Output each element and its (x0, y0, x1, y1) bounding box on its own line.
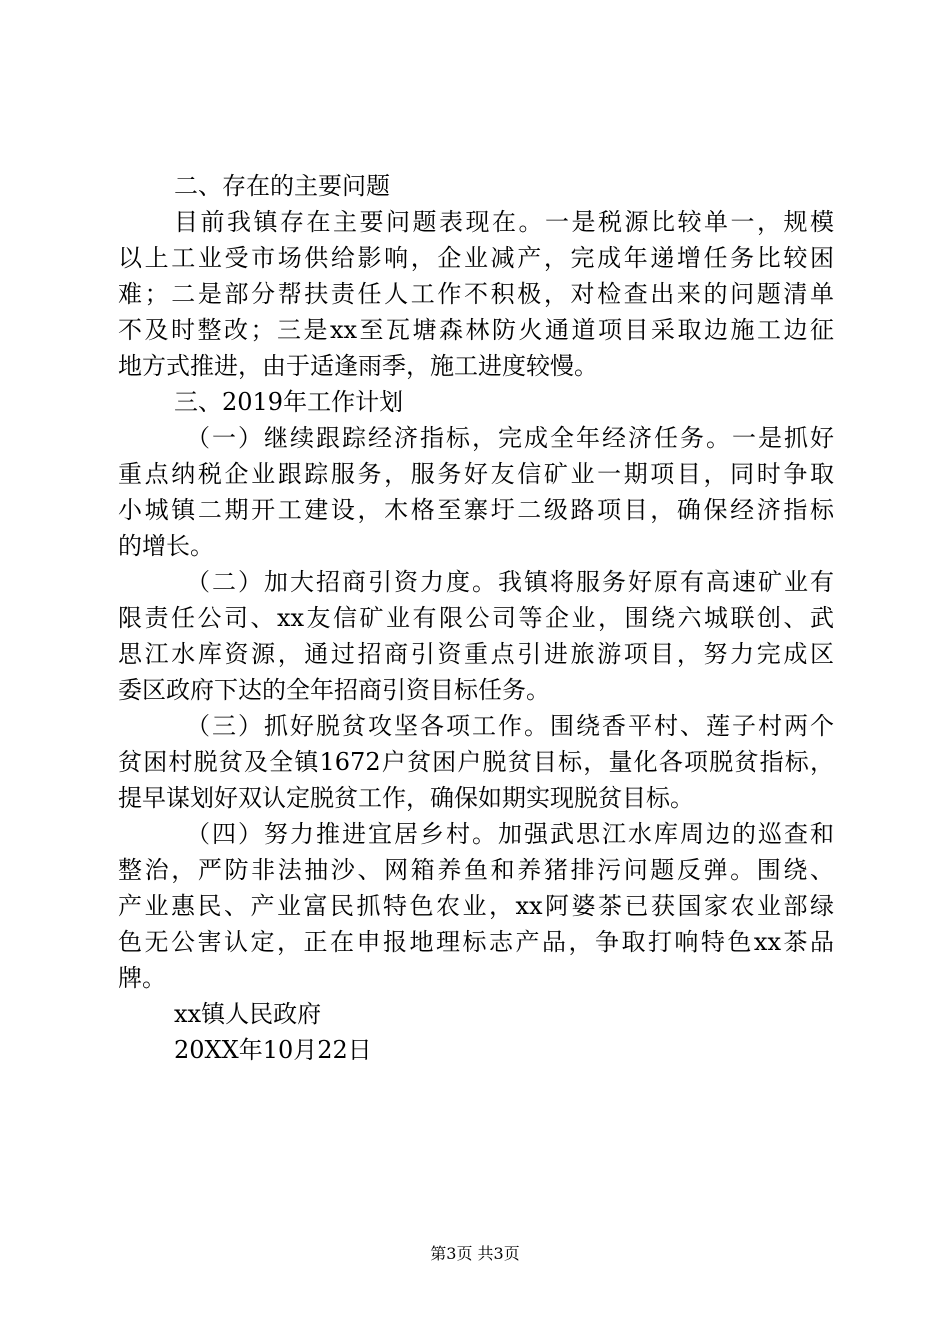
signature-organization: xx镇人民政府 (174, 1000, 322, 1028)
section-heading-problems: 二、存在的主要问题 (174, 172, 390, 200)
paragraph-line: 委区政府下达的全年招商引资目标任务。 (118, 676, 550, 704)
paragraph-line: 难；二是部分帮扶责任人工作不积极，对检查出来的问题清单 (118, 280, 834, 308)
paragraph-line: （二）加大招商引资力度。我镇将服务好原有高速矿业有 (186, 568, 834, 596)
signature-date: 20XX年10月22日 (174, 1036, 372, 1064)
paragraph-line: 产业惠民、产业富民抓特色农业，xx阿婆茶已获国家农业部绿 (118, 892, 834, 920)
paragraph-line: 提早谋划好双认定脱贫工作，确保如期实现脱贫目标。 (118, 784, 694, 812)
paragraph-line: （三）抓好脱贫攻坚各项工作。围绕香平村、莲子村两个 (186, 712, 834, 740)
page-number-footer: 第3页 共3页 (430, 1244, 520, 1263)
section-heading-plan: 三、2019年工作计划 (174, 388, 404, 416)
paragraph-line: 的增长。 (118, 532, 214, 560)
paragraph-line: 整治，严防非法抽沙、网箱养鱼和养猪排污问题反弹。围绕、 (118, 856, 834, 884)
paragraph-line: 限责任公司、xx友信矿业有限公司等企业，围绕六城联创、武 (118, 604, 834, 632)
paragraph-line: 以上工业受市场供给影响，企业减产，完成年递增任务比较困 (118, 244, 834, 272)
paragraph-line: 贫困村脱贫及全镇1672户贫困户脱贫目标，量化各项脱贫指标， (118, 748, 834, 776)
paragraph-line: 小城镇二期开工建设，木格至寨圩二级路项目，确保经济指标 (118, 496, 834, 524)
paragraph-line: 牌。 (118, 964, 166, 992)
paragraph-line: 重点纳税企业跟踪服务，服务好友信矿业一期项目，同时争取 (118, 460, 834, 488)
paragraph-line: 地方式推进，由于适逢雨季，施工进度较慢。 (118, 352, 598, 380)
paragraph-line: 思江水库资源，通过招商引资重点引进旅游项目，努力完成区 (118, 640, 834, 668)
document-body (118, 168, 834, 1068)
paragraph-line: 色无公害认定，正在申报地理标志产品，争取打响特色xx茶品 (118, 928, 834, 956)
paragraph-line: 不及时整改；三是xx至瓦塘森林防火通道项目采取边施工边征 (118, 316, 834, 344)
paragraph-line: （四）努力推进宜居乡村。加强武思江水库周边的巡查和 (186, 820, 834, 848)
paragraph-line: 目前我镇存在主要问题表现在。一是税源比较单一，规模 (174, 208, 834, 236)
paragraph-line: （一）继续跟踪经济指标，完成全年经济任务。一是抓好 (186, 424, 834, 452)
